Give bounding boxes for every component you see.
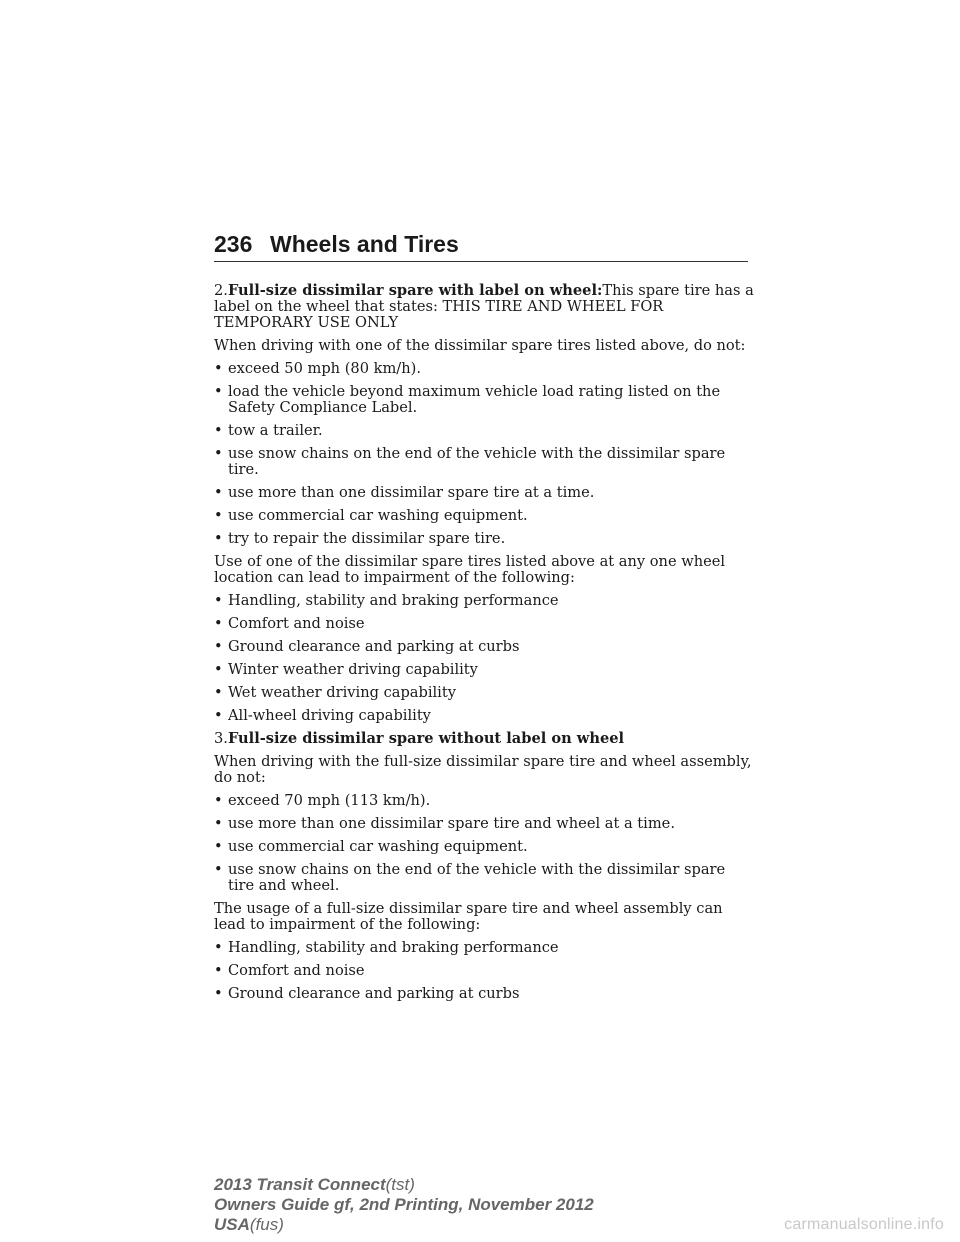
list-item xyxy=(214,862,754,894)
footer-model: 2013 Transit Connect xyxy=(214,1175,386,1194)
list-item xyxy=(214,485,754,501)
page-header xyxy=(214,230,748,286)
footer-market-code: (fus) xyxy=(249,1215,284,1234)
list-item xyxy=(214,685,754,701)
item-3-title: Full-size dissimilar spare without label on wheel xyxy=(227,730,625,747)
footer-line-1 xyxy=(214,1175,594,1195)
footer-line-3 xyxy=(214,1215,594,1235)
list-item-text: Handling, stability and braking performance xyxy=(228,592,559,609)
footer-model-code: (tst) xyxy=(385,1175,415,1194)
bullet-icon: • xyxy=(214,861,223,878)
bullet-icon: • xyxy=(214,707,223,724)
bullet-icon: • xyxy=(214,815,223,832)
item-2-text: This spare tire has a label on the wheel that states: THIS TIRE AND WHEEL FOR TEMPORARY USE ONLY xyxy=(214,282,754,331)
list-item xyxy=(214,940,754,956)
page-number: 236 xyxy=(214,231,253,257)
list-item-text: Comfort and noise xyxy=(228,615,365,632)
list-item xyxy=(214,616,754,632)
list-item xyxy=(214,508,754,524)
bullet-icon: • xyxy=(214,445,223,462)
section-title: Wheels and Tires xyxy=(270,231,459,257)
page-content xyxy=(214,283,754,1009)
bullet-icon: • xyxy=(214,615,223,632)
bullet-icon: • xyxy=(214,684,223,701)
list-item-text: Ground clearance and parking at curbs xyxy=(228,638,520,655)
list-item-text: use snow chains on the end of the vehicle with the dissimilar spare tire. xyxy=(228,445,726,478)
bullet-icon: • xyxy=(214,507,223,524)
bullet-icon: • xyxy=(214,792,223,809)
item-3-number: 3. xyxy=(214,730,228,747)
list-item-text: Comfort and noise xyxy=(228,962,365,979)
list-item xyxy=(214,662,754,678)
bullet-icon: • xyxy=(214,638,223,655)
list-item xyxy=(214,593,754,609)
bullet-icon: • xyxy=(214,360,223,377)
list-item xyxy=(214,639,754,655)
bullet-icon: • xyxy=(214,383,223,400)
list-item-text: use more than one dissimilar spare tire at a time. xyxy=(228,484,595,501)
list-item xyxy=(214,361,754,377)
page-footer xyxy=(214,1175,594,1235)
list-item xyxy=(214,708,754,724)
item-3 xyxy=(214,731,754,747)
paragraph-use: Use of one of the dissimilar spare tires listed above at any one wheel location can lead to impairment of the following: xyxy=(214,553,726,586)
list-item xyxy=(214,384,754,416)
list-item xyxy=(214,423,754,439)
paragraph-do-not: When driving with one of the dissimilar spare tires listed above, do not: xyxy=(214,337,746,354)
bullet-icon: • xyxy=(214,422,223,439)
bullet-icon: • xyxy=(214,838,223,855)
paragraph-usage: The usage of a full-size dissimilar spare tire and wheel assembly can lead to impairment of the following: xyxy=(214,900,723,933)
list-item-text: use snow chains on the end of the vehicle with the dissimilar spare tire and wheel. xyxy=(228,861,726,894)
item-2-number: 2. xyxy=(214,282,228,299)
bullet-icon: • xyxy=(214,985,223,1002)
list-item-text: try to repair the dissimilar spare tire. xyxy=(228,530,506,547)
item-2 xyxy=(214,283,754,331)
footer-market: USA xyxy=(214,1215,250,1234)
bullet-icon: • xyxy=(214,592,223,609)
list-item xyxy=(214,446,754,478)
list-item-text: load the vehicle beyond maximum vehicle load rating listed on the Safety Compliance Label. xyxy=(228,383,721,416)
list-item xyxy=(214,986,754,1002)
list-item-text: exceed 70 mph (113 km/h). xyxy=(228,792,431,809)
bullet-icon: • xyxy=(214,484,223,501)
list-item xyxy=(214,963,754,979)
footer-line-2: Owners Guide gf, 2nd Printing, November 2012 xyxy=(214,1195,594,1214)
bullet-icon: • xyxy=(214,962,223,979)
list-item-text: tow a trailer. xyxy=(228,422,323,439)
paragraph-fullsize: When driving with the full-size dissimilar spare tire and wheel assembly, do not: xyxy=(214,753,752,786)
list-item-text: All-wheel driving capability xyxy=(228,707,431,724)
list-item xyxy=(214,839,754,855)
list-item-text: Wet weather driving capability xyxy=(228,684,456,701)
list-item-text: use commercial car washing equipment. xyxy=(228,838,528,855)
bullet-icon: • xyxy=(214,661,223,678)
list-item-text: Ground clearance and parking at curbs xyxy=(228,985,520,1002)
bullet-icon: • xyxy=(214,939,223,956)
list-item-text: Handling, stability and braking performance xyxy=(228,939,559,956)
list-item xyxy=(214,816,754,832)
list-item-text: Winter weather driving capability xyxy=(228,661,478,678)
list-item-text: exceed 50 mph (80 km/h). xyxy=(228,360,421,377)
list-item xyxy=(214,531,754,547)
list-item xyxy=(214,793,754,809)
header-rule xyxy=(214,261,748,262)
list-item-text: use more than one dissimilar spare tire and wheel at a time. xyxy=(228,815,675,832)
watermark: carmanualsonline.info xyxy=(784,1216,944,1233)
bullet-icon: • xyxy=(214,530,223,547)
list-item-text: use commercial car washing equipment. xyxy=(228,507,528,524)
item-2-title: Full-size dissimilar spare with label on wheel: xyxy=(227,282,603,299)
